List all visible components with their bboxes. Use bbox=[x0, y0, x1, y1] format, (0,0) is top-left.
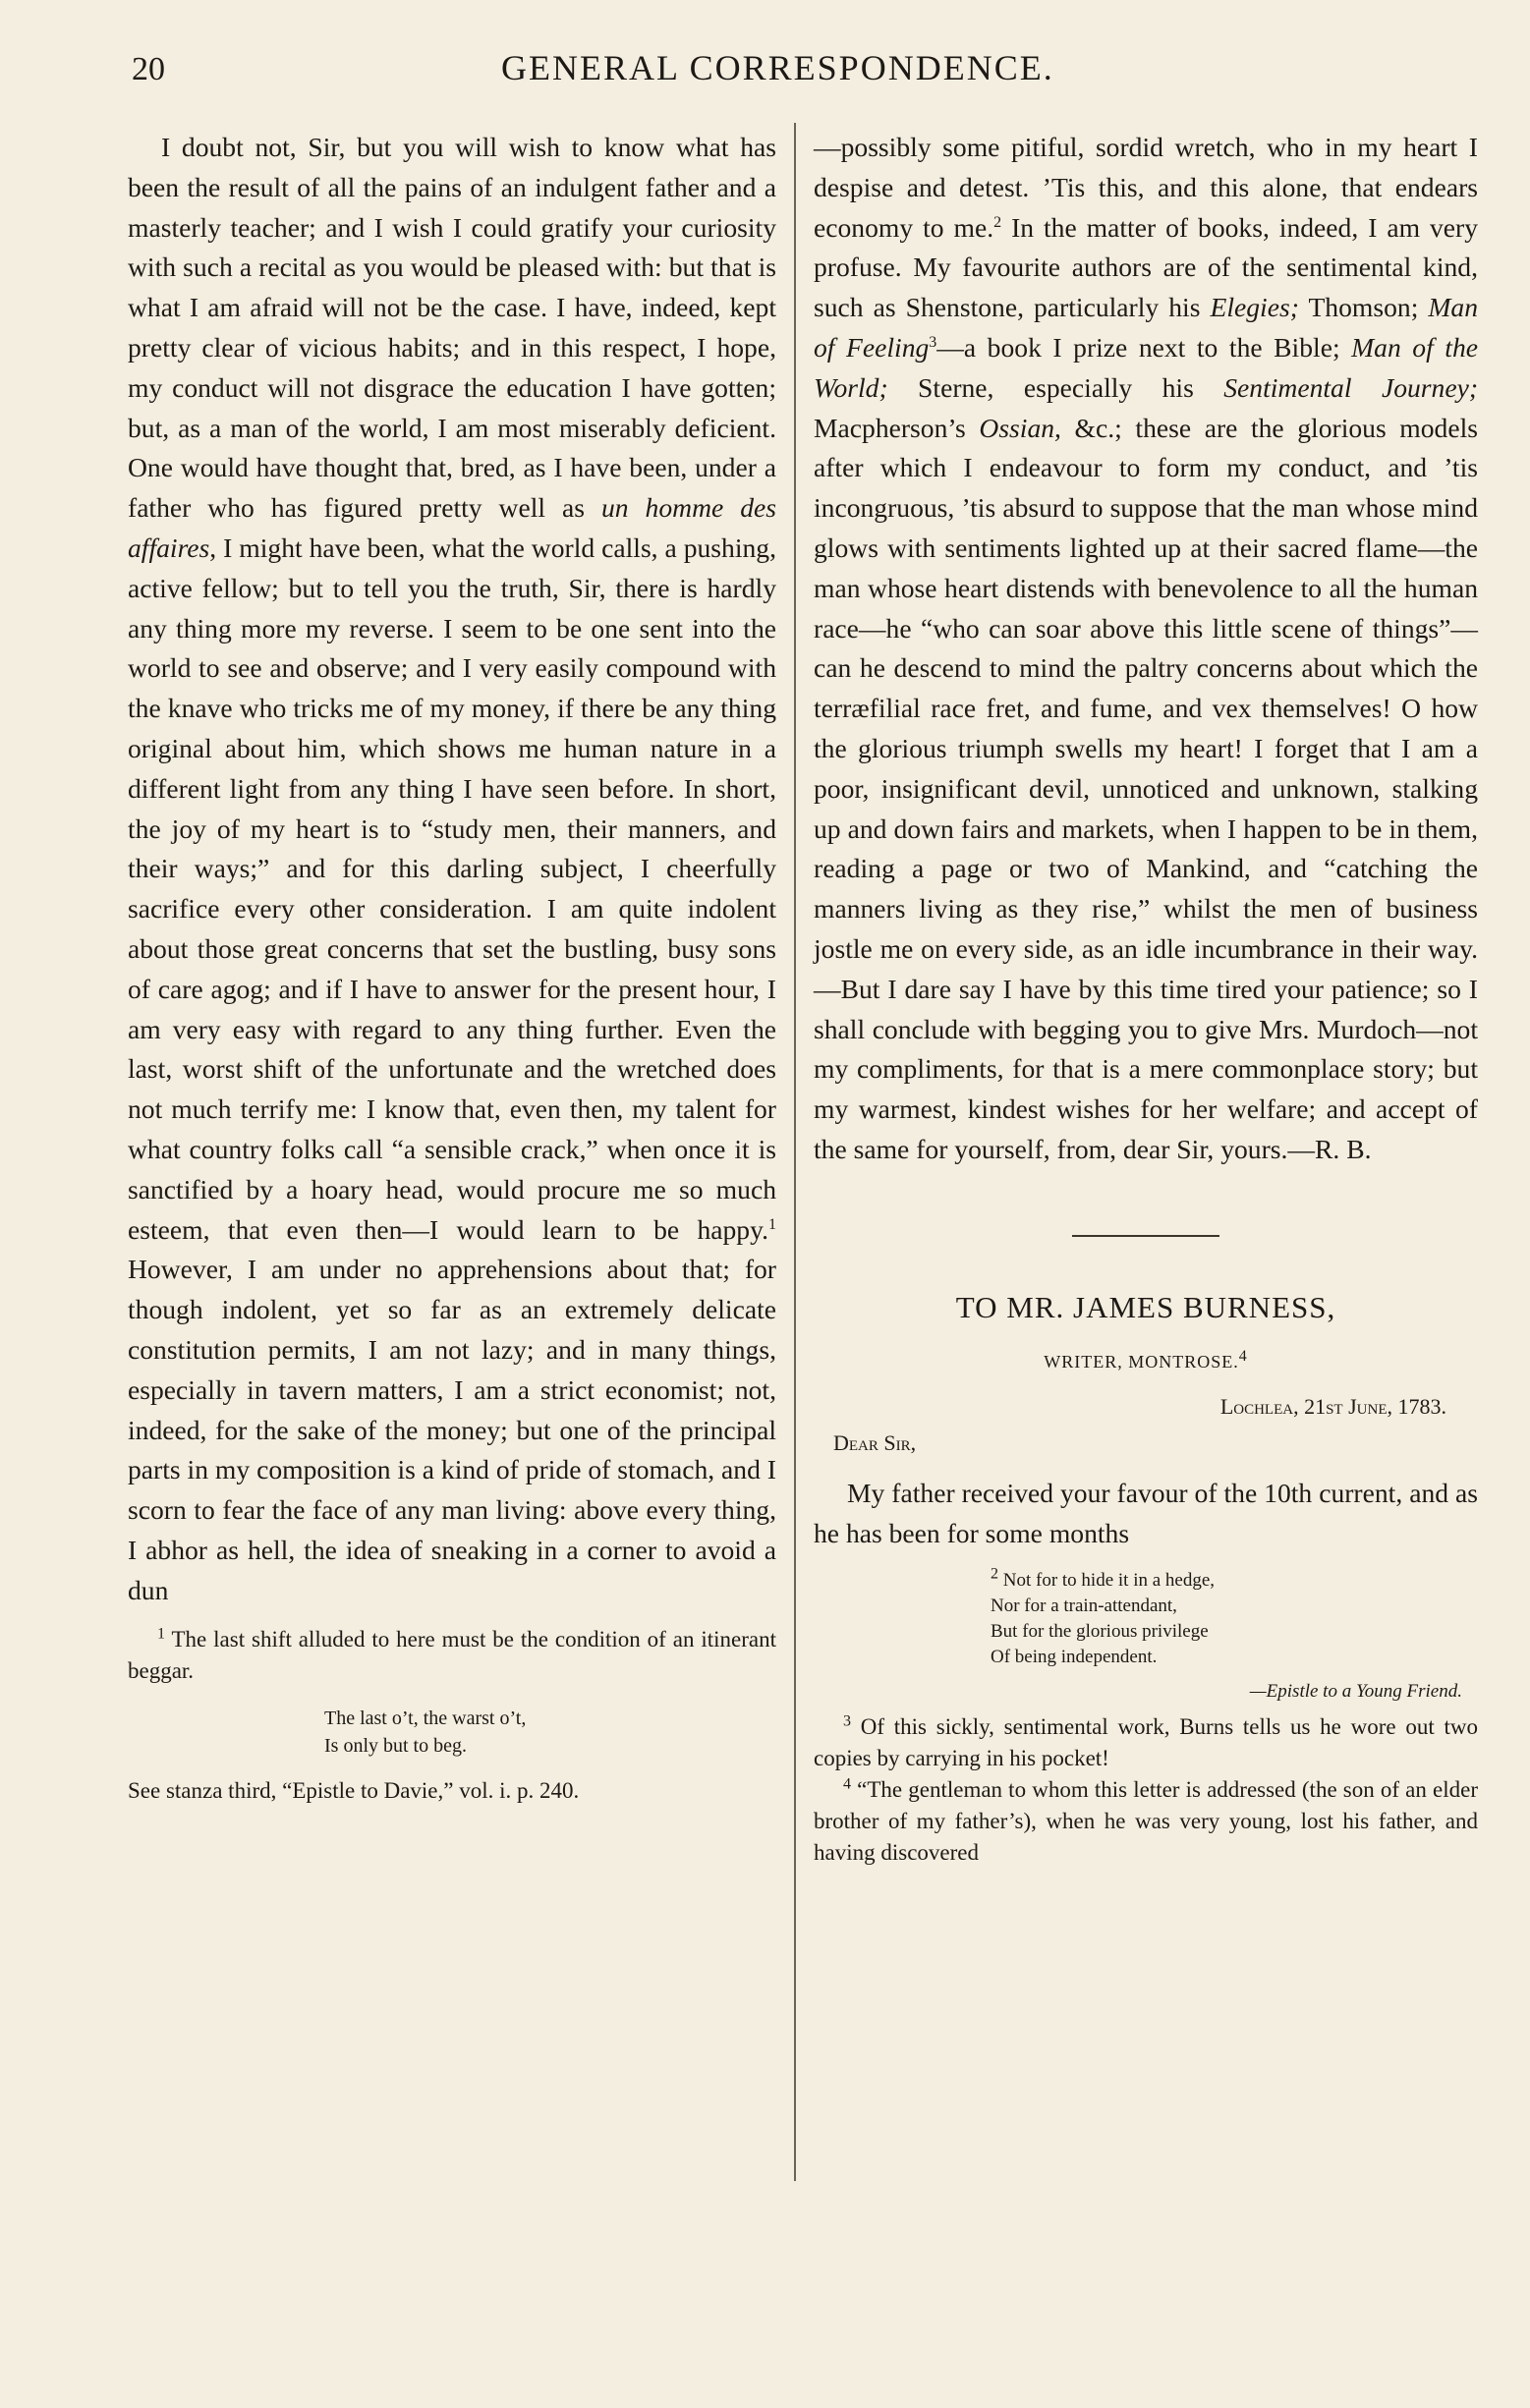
footnote-ref: 3 bbox=[929, 333, 937, 351]
verse-line: Of being independent. bbox=[991, 1646, 1158, 1667]
italic-title: Elegies; bbox=[1210, 292, 1299, 323]
italic-title: un homme des affaires bbox=[128, 492, 776, 563]
verse-line-text: Not for to hide it in a hedge, bbox=[1002, 1569, 1216, 1591]
letter-opening: My father received your favour of the 10th current, and as he has been for some months bbox=[814, 1477, 1478, 1548]
italic-title: Sentimental Journey; bbox=[1223, 371, 1479, 403]
letter-subtitle bbox=[814, 1342, 1478, 1382]
italic-title: Man of the World; bbox=[814, 331, 1478, 403]
footnote-ref: 1 bbox=[768, 1215, 776, 1233]
letter-title: TO MR. JAMES BURNESS, bbox=[955, 1289, 1336, 1324]
page-number: 20 bbox=[132, 51, 165, 87]
text-run: Macpherson’s bbox=[814, 412, 980, 443]
footnote-2-marker: 2 bbox=[991, 1565, 998, 1583]
text-run: —a book I prize next to the Bible; bbox=[936, 331, 1352, 363]
text-run: In the matter of books, indeed, I am very profuse. My favourite authors are of the sentimental kind, such as Shenstone, particularly his bbox=[814, 211, 1479, 323]
text-run: —possibly some pitiful, sordid wretch, who in my heart I despise and detest. ’Tis this, and this alone, that endears economy to me. bbox=[814, 132, 1478, 243]
footnote-ref: 2 bbox=[993, 213, 1002, 231]
text-run: &c.; these are the glorious models after which I endeavour to form my conduct, and ’tis incongruous, ’tis absurd to suppose that the man whose mind glows with sentiments lighted up at their sacred flame—the man whose heart distends with benevolence to all the human race—he “who can soar above this little scene of things”—can he descend to mind the paltry concerns about which the terræfilial race fret, and fume, and vex themselves! O how the glorious triumph swells my heart! I forget that I am a poor, insignificant devil, unnoticed and unknown, stalking up and down fairs and markets, when I happen to be in them, reading a page or two of Mankind, and “catching the manners living as they rise,” whilst the men of business jostle me on every side, as an idle incumbrance in their way.—But I dare say I have by this time tired your patience; so I shall conclude with begging you to give Mrs. Murdoch—not my compliments, for that is a mere commonplace story; but my warmest, kindest wishes for her welfare; and accept of the same for yourself, from, dear Sir, yours.—R. B. bbox=[814, 412, 1478, 1164]
footnote-4-marker: 4 bbox=[843, 1774, 851, 1792]
verse-line: Is only but to beg. bbox=[324, 1735, 467, 1758]
letter-subtitle-text: WRITER, MONTROSE. bbox=[1044, 1351, 1239, 1372]
text-run: However, I am under no apprehensions about that; for though indolent, yet so far as an extremely delicate constitution permits, I am not lazy; and in many things, especially in tavern matters, I am a strict economist; not, indeed, for the sake of the money; but one of the principal parts in my composition is a kind of pride of stomach, and I scorn to fear the face of any man living: above every thing, I abhor as hell, the idea of sneaking in a corner to avoid a dun bbox=[128, 1254, 776, 1605]
text-run: I doubt not, Sir, but you will wish to know what has been the result of all the pains of an indulgent father and a masterly teacher; and I wish I could gratify your curiosity with such a recital as you would be pleased with: but that is what I am afraid will not be the case. I have, indeed, kept pretty clear of vicious habits; and in this respect, I hope, my conduct will not disgrace the education I have gotten; but, as a man of the world, I am most miserably deficient. One would have thought that, bred, as I have been, under a father who has figured pretty well as bbox=[128, 132, 776, 524]
footnote-2-attribution: —Epistle to a Young Friend. bbox=[1249, 1680, 1462, 1702]
left-body-paragraph bbox=[128, 128, 776, 1610]
footnote-3-marker: 3 bbox=[843, 1711, 851, 1729]
text-run: Thomson; bbox=[1298, 292, 1429, 323]
italic-title: Man of Feeling bbox=[814, 292, 1478, 363]
footnote-3 bbox=[814, 1711, 1478, 1774]
footnote-1-verse bbox=[324, 1705, 776, 1760]
left-column bbox=[128, 128, 776, 1807]
text-run: Sterne, especially his bbox=[887, 371, 1224, 403]
verse-line: But for the glorious privilege bbox=[991, 1620, 1209, 1642]
right-footnotes bbox=[814, 1565, 1478, 1869]
text-run: , I might have been, what the world calls, a pushing, active fellow; but to tell you the truth, Sir, there is hardly any thing more my reverse. I seem to be one sent into the world to see and observe; and I very easily compound with the knave who tricks me of my money, if there be any thing original about him, which shows me human nature in a different light from any thing I have seen before. In short, the joy of my heart is to “study men, their manners, and their ways;” and for this darling subject, I cheerfully sacrifice every other consideration. I am quite indolent about those great concerns that set the bustling, busy sons of care agog; and if I have to answer for the present hour, I am very easy with regard to any thing further. Even the last, worst shift of the unfortunate and the wretched does not much terrify me: I know that, even then, my talent for what country folks call “a sensible crack,” when once it is sanctified by a hoary head, would procure me so much esteem, that even then—I would learn to be happy. bbox=[128, 532, 776, 1245]
footnote-3-text: Of this sickly, sentimental work, Burns tells us he wore out two copies by carrying in his pocket! bbox=[814, 1713, 1478, 1770]
running-title: GENERAL CORRESPONDENCE. bbox=[501, 48, 1054, 87]
column-divider bbox=[794, 123, 796, 2181]
section-separator bbox=[1072, 1235, 1219, 1237]
footnote-1-marker: 1 bbox=[157, 1625, 165, 1643]
footnote-1-reference: See stanza third, “Epistle to Davie,” vol. i. p. 240. bbox=[128, 1778, 580, 1804]
footnote-1-body: The last shift alluded to here must be the condition of an itinerant beggar. bbox=[128, 1627, 776, 1684]
verse-line bbox=[991, 1565, 1478, 1594]
footnote-4 bbox=[814, 1774, 1478, 1869]
footnote-1 bbox=[128, 1624, 776, 1807]
italic-title: Ossian, bbox=[979, 412, 1061, 443]
footnote-1-text bbox=[128, 1624, 776, 1687]
footnote-2-verse bbox=[991, 1565, 1478, 1670]
verse-line: Nor for a train-attendant, bbox=[991, 1595, 1177, 1616]
right-body-paragraph bbox=[814, 128, 1478, 1170]
letter-salutation: Dear Sir, bbox=[833, 1430, 917, 1456]
right-column bbox=[814, 128, 1478, 1869]
verse-line: The last o’t, the warst o’t, bbox=[324, 1708, 527, 1730]
footnote-4-ref: 4 bbox=[1238, 1347, 1248, 1365]
letter-dateline: Lochlea, 21st June, 1783. bbox=[1219, 1394, 1446, 1420]
footnote-4-text: “The gentleman to whom this letter is addressed (the son of an elder brother of my father’s), when he was very young, lost his father, and having discovered bbox=[814, 1776, 1478, 1865]
